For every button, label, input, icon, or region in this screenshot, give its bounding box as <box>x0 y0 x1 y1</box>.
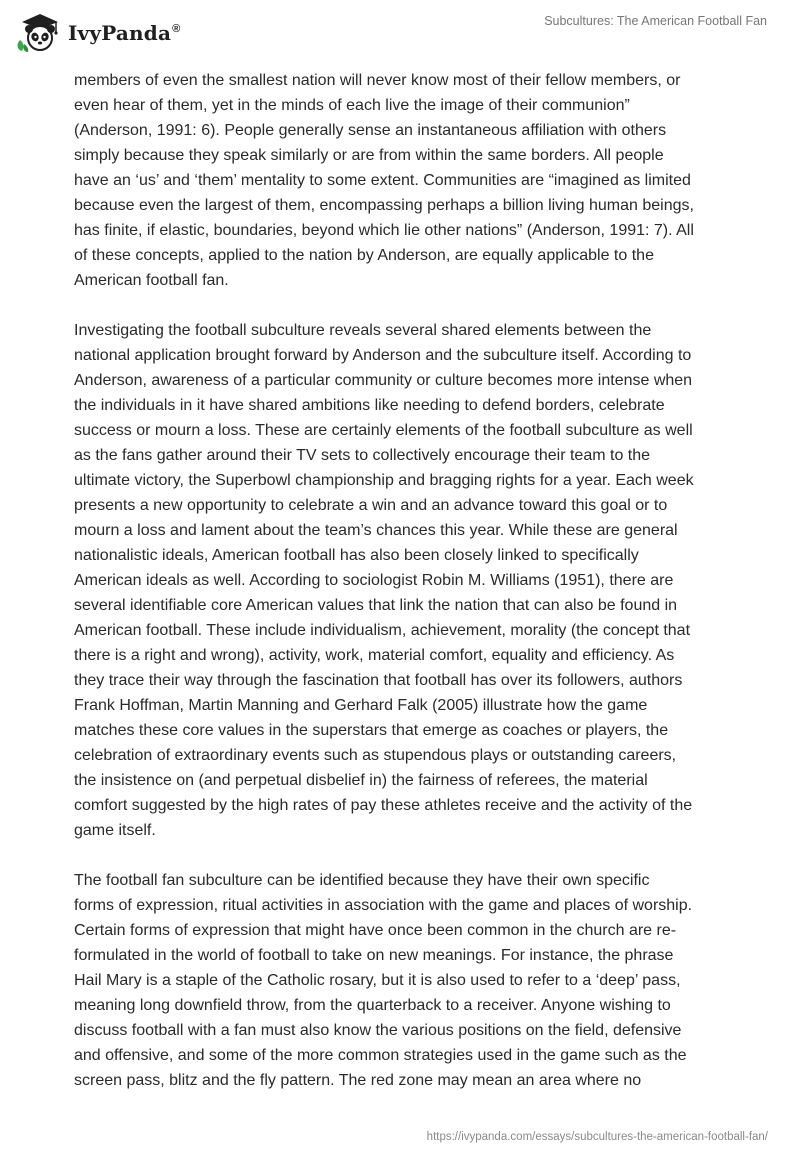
panda-graduate-icon <box>14 10 62 54</box>
page-header <box>0 0 800 70</box>
paragraph-2: Investigating the football subculture reveals several shared elements between the national application brought forward by Anderson and the subculture itself. According to Anderson, awareness of a particular community or culture becomes more intense when the individuals in it have shared ambitions like needing to defend borders, celebrate success or mourn a loss. These are certainly elements of the football subculture as well as the fans gather around their TV sets to collectively encourage their team to the ultimate victory, the Superbowl championship and bragging rights for a year. Each week presents a new opportunity to celebrate a win and an advance toward this goal or to mourn a loss and lament about the team’s chances this year. While these are general nationalistic ideals, American football has also been closely linked to specifically American ideals as well. According to sociologist Robin M. Williams (1951), there are several identifiable core American values that link the nation that can also be found in American football. These include individualism, achievement, morality (the concept that there is a right and wrong), activity, work, material comfort, equality and efficiency. As they trace their way through the fascination that football has over its followers, authors Frank Hoffman, Martin Manning and Gerhard Falk (2005) illustrate how the game matches these core values in the superstars that emerge as coaches or players, the celebration of extraordinary events such as stupendous plays or outstanding careers, the insistence on (and perpetual disbelief in) the fairness of referees, the material comfort suggested by the high rates of pay these athletes receive and the activity of the game itself. <box>74 322 694 839</box>
ivypanda-logo[interactable] <box>14 10 180 54</box>
logo-wordmark: IvyPanda® <box>68 21 181 45</box>
registered-mark: ® <box>172 23 181 36</box>
essay-body <box>74 68 734 1118</box>
source-url[interactable]: https://ivypanda.com/essays/subcultures-the-american-football-fan/ <box>426 1131 768 1143</box>
paragraph-1: members of even the smallest nation will never know most of their fellow members, or even hear of them, yet in the minds of each live the image of their communion” (Anderson, 1991: 6). People generally sense an instantaneous affiliation with others simply because they speak similarly or are from within the same borders. All people have an ‘us’ and ‘them’ mentality to some extent. Communities are “imagined as limited because even the largest of them, encompassing perhaps a billion living human beings, has finite, if elastic, boundaries, beyond which lie other nations” (Anderson, 1991: 7). All of these concepts, applied to the nation by Anderson, are equally applicable to the American football fan. <box>74 72 694 289</box>
paragraph-3: The football fan subculture can be identified because they have their own specific forms of expression, ritual activities in association with the game and places of worship. Certain forms of expression that might have once been common in the church are re- formulated in the world of football to take on new meanings. For instance, the phrase Hail Mary is a staple of the Catholic rosary, but it is also used to refer to a ‘deep’ pass, meaning long downfield throw, from the quarterback to a receiver. Anyone wishing to discuss football with a fan must also know the various positions on the field, defensive and offensive, and some of the more common strategies used in the game such as the screen pass, blitz and the fly pattern. The red zone may mean an area where no <box>74 872 693 1089</box>
document-title: Subcultures: The American Football Fan <box>544 14 767 28</box>
